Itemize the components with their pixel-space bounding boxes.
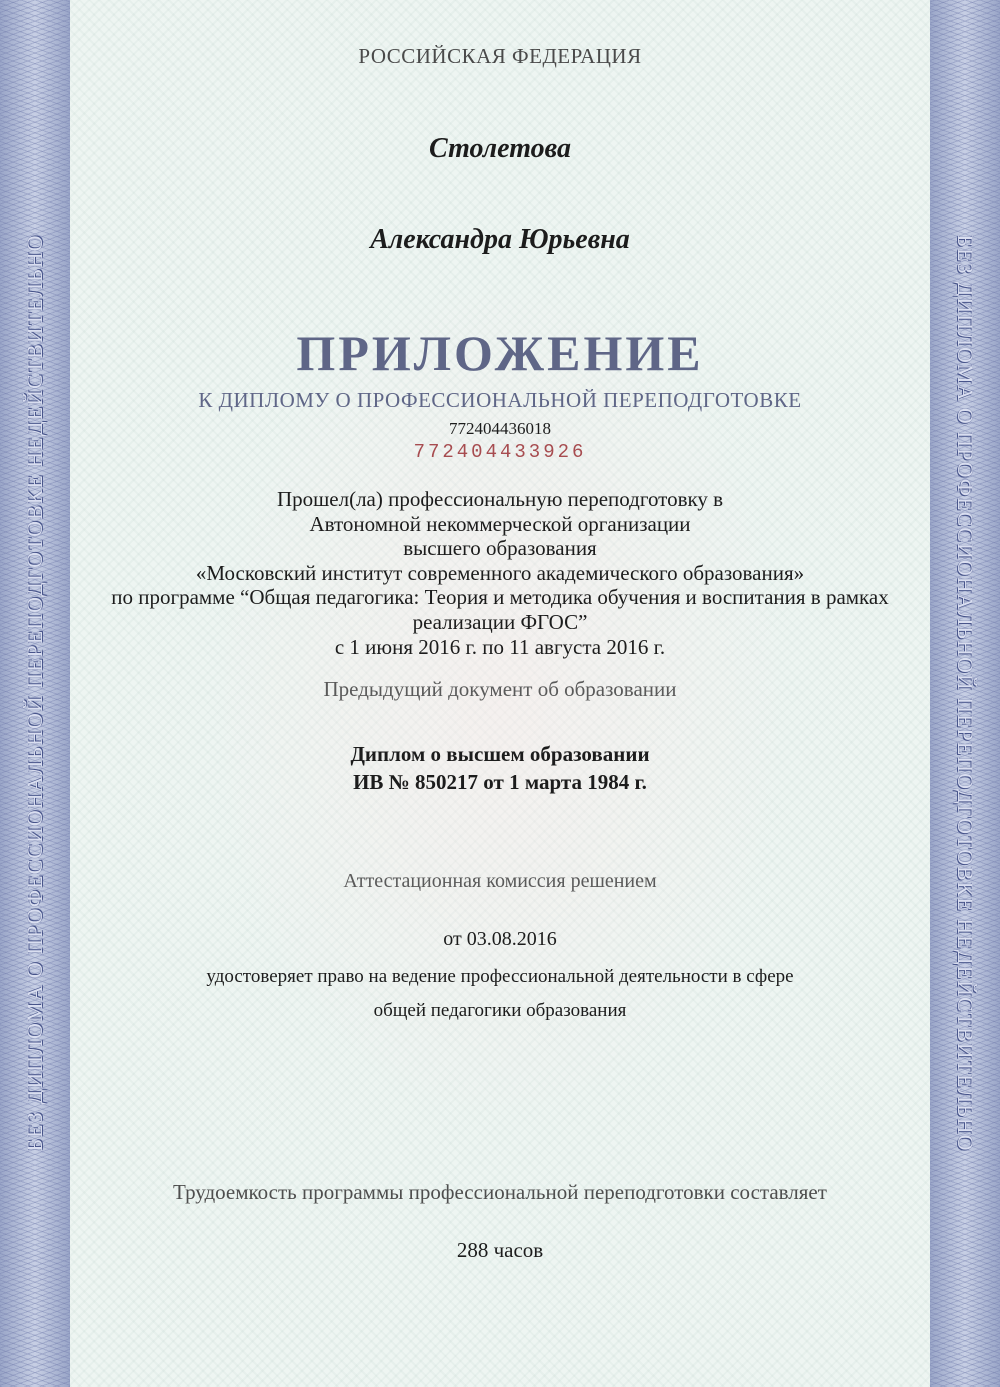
body-line: «Московский институт современного академического образования» <box>195 560 805 585</box>
commission-date: от 03.08.2016 <box>443 928 557 950</box>
body-line: по программе “Общая педагогика: Теория и методика обучения и воспитания в рамках <box>111 585 889 610</box>
previous-diploma-number: ИВ № 850217 от 1 марта 1984 г. <box>353 770 647 794</box>
body-line: Прошел(ла) профессиональную переподготовку в <box>276 487 724 511</box>
registration-number: 772404433926 <box>413 441 587 463</box>
blank-number: 772404436018 <box>449 419 551 438</box>
program-hours: 288 часов <box>456 1238 544 1262</box>
document-subtitle: К ДИПЛОМУ О ПРОФЕССИОНАЛЬНОЙ ПЕРЕПОДГОТОВКЕ <box>198 388 802 412</box>
left-security-border <box>0 0 70 1387</box>
right-security-border <box>930 0 1000 1387</box>
labor-intensity-label: Трудоемкость программы профессиональной переподготовки составляет <box>173 1180 827 1204</box>
previous-diploma-type: Диплом о высшем образовании <box>350 742 650 766</box>
training-description <box>70 487 930 659</box>
holder-surname: Столетова <box>429 133 571 164</box>
rights-statement: удостоверяет право на ведение профессиональной деятельности в сфере <box>206 966 794 987</box>
rights-field: общей педагогики образования <box>373 1000 627 1021</box>
body-line: с 1 июня 2016 г. по 11 августа 2016 г. <box>334 634 666 659</box>
body-line: реализации ФГОС” <box>412 609 588 634</box>
holder-first-name: Александра Юрьевна <box>370 224 630 255</box>
right-border-text: БЕЗ ДИПЛОМА О ПРОФЕССИОНАЛЬНОЙ ПЕРЕПОДГОТОВКЕ НЕДЕЙСТВИТЕЛЬНО <box>953 234 978 1152</box>
body-line: высшего образования <box>403 536 597 561</box>
previous-document-label: Предыдущий документ об образовании <box>323 677 677 701</box>
body-line: Автономной некоммерческой организации <box>309 511 691 536</box>
commission-label: Аттестационная комиссия решением <box>343 870 657 892</box>
left-border-text: БЕЗ ДИПЛОМА О ПРОФЕССИОНАЛЬНОЙ ПЕРЕПОДГОТОВКЕ НЕДЕЙСТВИТЕЛЬНО <box>22 234 47 1152</box>
country-heading: РОССИЙСКАЯ ФЕДЕРАЦИЯ <box>358 44 642 68</box>
document-title: ПРИЛОЖЕНИЕ <box>296 325 704 381</box>
